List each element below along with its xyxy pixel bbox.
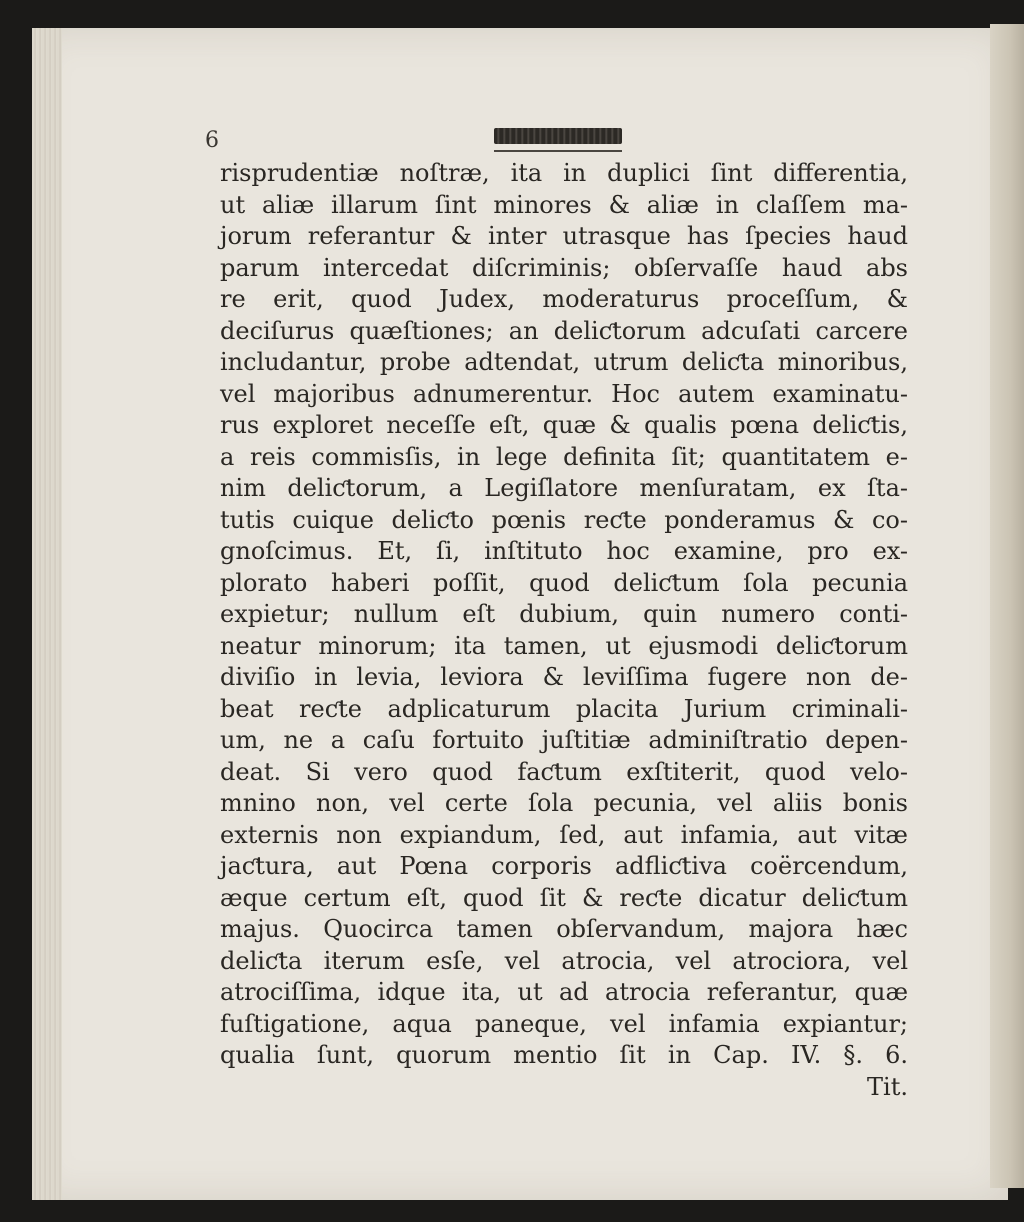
page-number: 6 <box>205 128 219 153</box>
text-line: diviſio in levia, leviora & leviſſima fugere non de- <box>220 663 908 691</box>
text-line: risprudentiæ noſtræ, ita in duplici ſint differentia, <box>220 159 908 187</box>
page-edge-right <box>990 24 1024 1188</box>
text-line: gnoſcimus. Et, ſi, inſtituto hoc examine, pro ex- <box>220 537 908 565</box>
body-text <box>220 158 908 1103</box>
text-line: mnino non, vel certe ſola pecunia, vel aliis bonis <box>220 789 908 817</box>
text-line: majus. Quocirca tamen obſervandum, majora hæc <box>220 915 908 943</box>
text-line: vel majoribus adnumerentur. Hoc autem examinatu- <box>220 379 908 408</box>
text-line: nim deliƈtorum, a Legiſlatore menſuratam, ex ſta- <box>220 474 908 502</box>
text-line: fuſtigatione, aqua paneque, vel infamia expiantur; <box>220 1009 908 1038</box>
text-line: jorum referantur & inter utrasque has ſpecies haud <box>220 222 908 250</box>
text-line: beat reƈte adplicaturum placita Jurium criminali- <box>220 694 908 723</box>
text-line: re erit, quod Judex, moderaturus proceſſum, & <box>220 285 908 313</box>
text-line: a reis commisſis, in lege definita ſit; quantitatem e- <box>220 442 908 471</box>
text-line: deliƈta iterum esſe, vel atrocia, vel atrociora, vel <box>220 946 908 975</box>
text-line: externis non expiandum, ſed, aut infamia, aut vitæ <box>220 820 908 849</box>
text-line: tutis cuique deliƈto pœnis reƈte ponderamus & co- <box>220 505 908 534</box>
text-line: plorato haberi poſſit, quod deliƈtum ſola pecunia <box>220 568 908 597</box>
text-line: æque certum eſt, quod ſit & reƈte dicatur deliƈtum <box>220 883 908 912</box>
text-line: includantur, probe adtendat, utrum deliƈta minoribus, <box>220 348 908 376</box>
text-line: ut aliæ illarum ſint minores & aliæ in claſſem ma- <box>220 190 908 219</box>
text-line: atrociſſima, idque ita, ut ad atrocia referantur, quæ <box>220 978 908 1006</box>
text-line: deat. Si vero quod faƈtum exſtiterit, quod velo- <box>220 757 908 786</box>
header-rule <box>494 150 622 152</box>
catchword: Tit. <box>867 1072 908 1101</box>
text-line: expietur; nullum eſt dubium, quin numero conti- <box>220 600 908 628</box>
text-line: um, ne a caſu fortuito juſtitiæ adminiſtratio depen- <box>220 726 908 754</box>
text-line: rus exploret neceſſe eſt, quæ & qualis pœna deliƈtis, <box>220 411 908 439</box>
text-line: neatur minorum; ita tamen, ut ejusmodi deliƈtorum <box>220 631 908 660</box>
header-ornament <box>494 128 622 144</box>
text-line: parum intercedat diſcriminis; obſervaſſe haud abs <box>220 253 908 282</box>
text-line: qualia ſunt, quorum mentio ſit in Cap. IV. §. 6. <box>220 1041 908 1069</box>
page-edge-left <box>32 28 62 1200</box>
text-line: deciſurus quæſtiones; an deliƈtorum adcuſati carcere <box>220 316 908 345</box>
text-line: jaƈtura, aut Pœna corporis adfliƈtiva coërcendum, <box>220 852 908 880</box>
